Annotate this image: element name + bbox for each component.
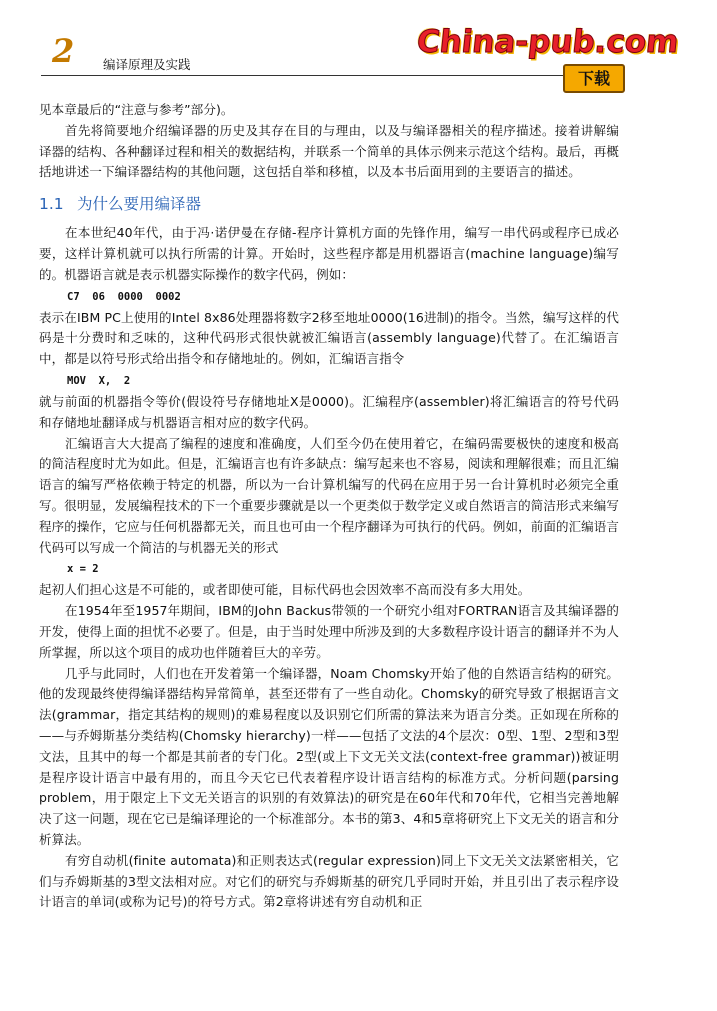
page-number: 2 xyxy=(52,32,75,70)
paragraph: 首先将简要地介绍编译器的历史及其存在目的与理由，以及与编译器相关的程序描述。接着讲解编译器的结构、各种翻译过程和相关的数据结构，并联系一个简单的具体示例来示范这个结构。最后，再概括地讲述一下编译器结构的其他问题，这包括自举和移植，以及本书后面用到的主要语言的描述。 xyxy=(39,122,619,180)
paragraph: 起初人们担心这是不可能的，或者即使可能，目标代码也会因效率不高而没有多大用处。 xyxy=(39,582,531,598)
paragraph: 几乎与此同时，人们也在开发着第一个编译器，Noam Chomsky开始了他的自然语言结构的研究。他的发现最终使得编译器结构异常简单，甚至还带有了一些自动化。Chomsky的研究导致了根据语言文法(grammar，指定其结构的规则)的难易程度以及识别它们所需的算法来为语言分类。正如现在所称的——与乔姆斯基分类结构(Chomsky hierarchy)一样——包括了文法的4个层次：0型、1型、2型和3型文法，且其中的每一个都是其前者的专门化。2型(或上下文无关文法(context-free grammar))被证明是程序设计语言中最有用的，而且今天它已代表着程序设计语言结构的标准方式。分析问题(parsing problem，用于限定上下文无关语言的识别的有效算法)的研究是在60年代和70年代，它相当完善地解决了这一问题，现在它已是编译理论的一个标准部分。本书的第3、4和5章将研究上下文无关的语言和分析算法。 xyxy=(39,665,619,847)
section-heading xyxy=(39,193,619,215)
paragraph: 见本章最后的“注意与参考”部分)。 xyxy=(39,102,234,117)
china-pub-logo[interactable]: China-pub.com xyxy=(415,24,681,60)
paragraph: 在本世纪40年代，由于冯·诺伊曼在存储-程序计算机方面的先锋作用，编写一串代码或程序已成必要，这样计算机就可以执行所需的计算。开始时，这些程序都是用机器语言(machine language)编写的。机器语言就是表示机器实际操作的数字代码，例如： xyxy=(39,225,619,282)
running-title: 编译原理及实践 xyxy=(103,57,191,72)
section-title: 为什么要用编译器 xyxy=(77,195,202,214)
section-number: 1.1 xyxy=(39,195,64,214)
header-rule xyxy=(41,75,619,76)
paragraph: 表示在IBM PC上使用的Intel 8x86处理器将数字2移至地址0000(16进制)的指令。当然，编写这样的代码是十分费时和乏味的，这种代码形式很快就被汇编语言(assembly language)代替了。在汇编语言中，都是以符号形式给出指令和存储地址的。例如，汇编语言指令 xyxy=(39,309,619,367)
code-line: C7 06 0000 0002 xyxy=(67,290,181,303)
paragraph: 有穷自动机(finite automata)和正则表达式(regular expression)同上下文无关文法紧密相关，它们与乔姆斯基的3型文法相对应。对它们的研究与乔姆斯基的研究几乎同时开始，并且引出了表示程序设计语言的单词(或称为记号)的符号方式。第2章将讲述有穷自动机和正 xyxy=(39,852,619,910)
code-line: x = 2 xyxy=(67,563,99,576)
body-text xyxy=(39,100,619,913)
page-header xyxy=(0,0,717,100)
download-button[interactable]: 下载 xyxy=(563,64,625,93)
paragraph: 就与前面的机器指令等价(假设符号存储地址X是0000)。汇编程序(assembler)将汇编语言的符号代码和存储地址翻译成与机器语言相对应的数字代码。 xyxy=(39,393,619,430)
code-line: MOV X, 2 xyxy=(67,374,131,387)
paragraph: 在1954年至1957年期间，IBM的John Backus带领的一个研究小组对FORTRAN语言及其编译器的开发，使得上面的担忧不必要了。但是，由于当时处理中所涉及到的大多数程序设计语言的翻译并不为人所掌握，所以这个项目的成功也伴随着巨大的辛劳。 xyxy=(39,603,619,660)
paragraph: 汇编语言大大提高了编程的速度和准确度，人们至今仍在使用着它，在编码需要极快的速度和极高的简洁程度时尤为如此。但是，汇编语言也有许多缺点：编写起来也不容易，阅读和理解很难；而且汇编语言的编写严格依赖于特定的机器，所以为一台计算机编写的代码在应用于另一台计算机时必须完全重写。很明显，发展编程技术的下一个重要步骤就是以一个更类似于数学定义或自然语言的简洁形式来编写程序的操作，它应与任何机器都无关，而且也可由一个程序翻译为可执行的代码。例如，前面的汇编语言代码可以写成一个简洁的与机器无关的形式 xyxy=(39,435,619,555)
